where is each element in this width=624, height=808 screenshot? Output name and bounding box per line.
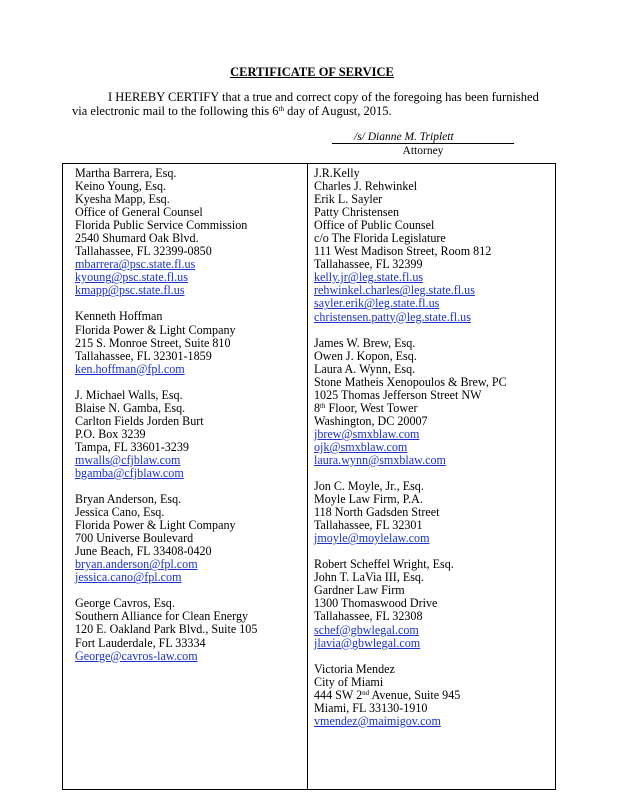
floor-ordinal-suffix: th bbox=[320, 401, 326, 410]
recipient-line: J. Michael Walls, Esq. bbox=[75, 387, 183, 402]
recipient-line: 1300 Thomaswood Drive bbox=[314, 596, 438, 611]
email-link[interactable]: bgamba@cfjblaw.com bbox=[75, 465, 184, 480]
email-link[interactable]: kmapp@psc.state.fl.us bbox=[75, 283, 185, 298]
floor-number: 8 bbox=[314, 400, 321, 415]
recipient-line: Charles J. Rehwinkel bbox=[314, 179, 418, 194]
recipient-line-floor bbox=[314, 402, 552, 415]
day-ordinal-suffix: th bbox=[278, 105, 285, 113]
recipient-line: Kenneth Hoffman bbox=[75, 309, 163, 324]
email-link[interactable]: kelly.jr@leg.state.fl.us bbox=[314, 270, 424, 285]
recipient-line: Patty Christensen bbox=[314, 205, 399, 220]
recipient-line: Victoria Mendez bbox=[314, 661, 395, 676]
recipient-line: Washington, DC 20007 bbox=[314, 413, 428, 428]
recipient-line: Carlton Fields Jorden Burt bbox=[75, 413, 204, 428]
floor-text: Floor, West Tower bbox=[325, 400, 418, 415]
address-text: Avenue, Suite 945 bbox=[369, 687, 461, 702]
recipient-line: Tallahassee, FL 32399 bbox=[314, 257, 423, 272]
recipient-block-moyle bbox=[314, 480, 552, 545]
recipient-block-stone-matheis bbox=[314, 337, 552, 467]
email-link[interactable]: jbrew@smxblaw.com bbox=[314, 426, 420, 441]
recipient-line: Miami, FL 33130-1910 bbox=[314, 700, 428, 715]
recipient-line: Jon C. Moyle, Jr., Esq. bbox=[314, 479, 424, 494]
service-list-right-column bbox=[314, 167, 552, 741]
email-link[interactable]: christensen.patty@leg.state.fl.us bbox=[314, 309, 471, 324]
email-link[interactable]: rehwinkel.charles@leg.state.fl.us bbox=[314, 283, 475, 298]
recipient-block-city-of-miami bbox=[314, 663, 552, 728]
recipient-line: Florida Public Service Commission bbox=[75, 218, 248, 233]
email-link[interactable]: jlavia@gbwlegal.com bbox=[314, 635, 421, 650]
recipient-line: Florida Power & Light Company bbox=[75, 322, 236, 337]
recipient-line: Bryan Anderson, Esq. bbox=[75, 492, 182, 507]
recipient-line: Stone Matheis Xenopoulos & Brew, PC bbox=[314, 374, 507, 389]
recipient-line: Blaise N. Gamba, Esq. bbox=[75, 400, 186, 415]
recipient-block-psc bbox=[75, 167, 303, 297]
email-link[interactable]: sayler.erik@leg.state.fl.us bbox=[314, 296, 440, 311]
certification-text: I HEREBY CERTIFY that a true and correct copy of the foregoing has been furnished via electronic mail to the following this 6 bbox=[72, 90, 539, 118]
recipient-line: Southern Alliance for Clean Energy bbox=[75, 609, 249, 624]
signer-role: Attorney bbox=[402, 145, 444, 157]
recipient-block-gardner bbox=[314, 558, 552, 649]
column-divider bbox=[307, 164, 308, 789]
recipient-line: Tampa, FL 33601-3239 bbox=[75, 439, 189, 454]
email-link[interactable]: ojk@smxblaw.com bbox=[314, 439, 408, 454]
recipient-block-carlton-fields bbox=[75, 389, 303, 480]
recipient-line: Office of Public Counsel bbox=[314, 218, 435, 233]
email-link[interactable]: vmendez@maimigov.com bbox=[314, 713, 441, 728]
recipient-line: Martha Barrera, Esq. bbox=[75, 166, 177, 180]
recipient-line: John T. LaVia III, Esq. bbox=[314, 570, 424, 585]
recipient-line: 118 North Gadsden Street bbox=[314, 505, 440, 520]
recipient-line: Tallahassee, FL 32308 bbox=[314, 609, 423, 624]
recipient-block-sace bbox=[75, 597, 303, 662]
recipient-line: Laura A. Wynn, Esq. bbox=[314, 361, 416, 376]
recipient-line: 700 Universe Boulevard bbox=[75, 531, 194, 546]
recipient-line: Gardner Law Firm bbox=[314, 583, 405, 598]
recipient-line: c/o The Florida Legislature bbox=[314, 231, 446, 246]
recipient-line: James W. Brew, Esq. bbox=[314, 335, 416, 350]
recipient-line: June Beach, FL 33408-0420 bbox=[75, 544, 212, 559]
email-link[interactable]: kyoung@psc.state.fl.us bbox=[75, 270, 188, 285]
email-link[interactable]: jessica.cano@fpl.com bbox=[75, 570, 182, 585]
email-link[interactable]: laura.wynn@smxblaw.com bbox=[314, 452, 446, 467]
recipient-line: Erik L. Sayler bbox=[314, 192, 383, 207]
recipient-line: Kyesha Mapp, Esq. bbox=[75, 192, 170, 207]
email-link[interactable]: ken.hoffman@fpl.com bbox=[75, 361, 185, 376]
certification-statement bbox=[72, 90, 554, 118]
address-number: 444 SW 2 bbox=[314, 687, 363, 702]
recipient-line: 1025 Thomas Jefferson Street NW bbox=[314, 387, 482, 402]
recipient-block-hoffman bbox=[75, 310, 303, 375]
email-link[interactable]: bryan.anderson@fpl.com bbox=[75, 557, 198, 572]
signature-line: /s/ Dianne M. Triplett bbox=[332, 131, 514, 144]
recipient-line: Office of General Counsel bbox=[75, 205, 203, 220]
recipient-line: 2540 Shumard Oak Blvd. bbox=[75, 231, 199, 246]
service-list-left-column bbox=[75, 167, 303, 676]
recipient-line: 215 S. Monroe Street, Suite 810 bbox=[75, 335, 231, 350]
recipient-line: Fort Lauderdale, FL 33334 bbox=[75, 635, 206, 650]
recipient-line: City of Miami bbox=[314, 674, 384, 689]
recipient-block-public-counsel bbox=[314, 167, 552, 324]
certification-date-text: day of August, 2015. bbox=[284, 104, 392, 118]
recipient-line: Tallahassee, FL 32399-0850 bbox=[75, 244, 212, 259]
recipient-line: 120 E. Oakland Park Blvd., Suite 105 bbox=[75, 622, 258, 637]
email-link[interactable]: George@cavros-law.com bbox=[75, 648, 198, 663]
address-ordinal-suffix: nd bbox=[362, 688, 370, 697]
recipient-line: Owen J. Kopon, Esq. bbox=[314, 348, 417, 363]
recipient-line: Jessica Cano, Esq. bbox=[75, 505, 165, 520]
recipient-line: Florida Power & Light Company bbox=[75, 518, 236, 533]
recipient-block-fpl bbox=[75, 493, 303, 584]
recipient-line-address bbox=[314, 689, 552, 702]
email-link[interactable]: mbarrera@psc.state.fl.us bbox=[75, 257, 196, 272]
email-link[interactable]: jmoyle@moylelaw.com bbox=[314, 531, 430, 546]
recipient-line: Tallahassee, FL 32301 bbox=[314, 518, 423, 533]
certificate-title: CERTIFICATE OF SERVICE bbox=[230, 65, 394, 79]
service-list-table bbox=[62, 163, 556, 790]
recipient-line: Keino Young, Esq. bbox=[75, 179, 167, 194]
recipient-line: George Cavros, Esq. bbox=[75, 596, 175, 611]
recipient-line: 111 West Madison Street, Room 812 bbox=[314, 244, 492, 259]
recipient-line: P.O. Box 3239 bbox=[75, 426, 146, 441]
recipient-line: J.R.Kelly bbox=[314, 166, 360, 180]
recipient-line: Robert Scheffel Wright, Esq. bbox=[314, 557, 454, 572]
email-link[interactable]: mwalls@cfjblaw.com bbox=[75, 452, 181, 467]
recipient-line: Moyle Law Firm, P.A. bbox=[314, 492, 423, 507]
recipient-line: Tallahassee, FL 32301-1859 bbox=[75, 348, 212, 363]
email-link[interactable]: schef@gbwlegal.com bbox=[314, 622, 419, 637]
